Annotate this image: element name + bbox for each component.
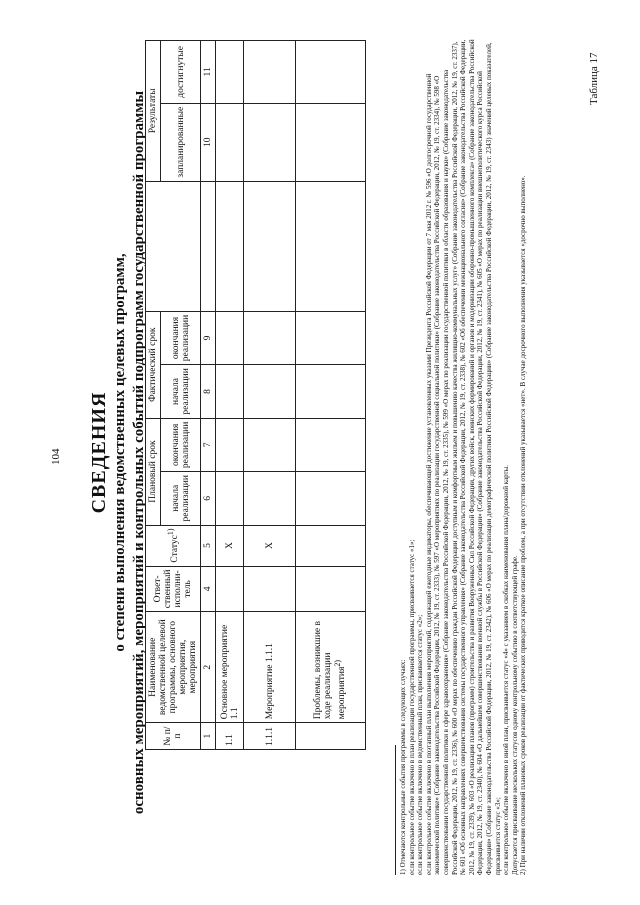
footnote-bullet: если контрольное событие включено в ведомственный план, присваивается статус «2»; xyxy=(416,614,425,875)
row-num: 1.1 xyxy=(216,723,244,750)
header-name: Наименование ведомственной целевой программы, основного мероприятия, мероприятия xyxy=(146,612,201,723)
header-actual-start: начала реализации xyxy=(161,365,201,418)
row-status xyxy=(296,525,366,566)
title-line-1: СВЕДЕНИЯ xyxy=(88,391,110,514)
col-number-blank xyxy=(201,181,216,311)
col-number: 4 xyxy=(201,566,216,612)
status-label: Статус xyxy=(170,535,181,563)
footnote-bullet: если контрольное событие включено в план реализации государственной программы, присваивается статус «1»; xyxy=(407,539,416,875)
row-name: Основное мероприятие 1.1 xyxy=(216,612,244,723)
problems-footnote-mark: 2) xyxy=(333,660,343,667)
footnote-bullet: если контрольное событие включено в поэтапный план выполнения мероприятий, содержащей ежегодные индикаторы, обеспечивающей достижение установленных указами Президента Российской Федерации от 7 мая 2012 г. № 596 «О долгосрочной государственной экономической политике» (Собрание законодательства Российской Федерации, 2012, № 19, ст. 2333), № 597 «О мероприятиях по реализации государственной социальной политики» (Собрание законодательства Российской Федерации, 2012, № 19, ст. 2334), № 598 «О совершенствовании государственной политики в сфере здравоохранения» (Собрание законодательства Российской Федерации, 2012, № 19, ст. 2335), № 599 «О мерах по реализации государственной политики в области образования и науки» (Собрание законодательства Российской Федерации, 2012, № 19, ст. 2336), № 600 «О мерах по обеспечению граждан Российской Федерации доступным и комфортным жильем и повышению качества жилищно-коммунальных услуг» (Собрание законодательства Российской Федерации, 2012, № 19, ст. 2337), № 601 «Об основных направлениях совершенствования системы государственного управления» (Собрание законодательства Российской Федерации, 2012, № 19, ст. 2338), № 602 «Об обеспечении межнационального согласия» (Собрание законодательства Российской Федерации, 2012, № 19, ст. 2339), № 603 «О реализации планов (программ) строительства и развития Вооруженных Сил Российской Федерации, других войск, воинских формирований и органов и модернизации оборонно-промышленного комплекса» (Собрание законодательства Российской Федерации, 2012, № 19, ст. 2340), № 604 «О дальнейшем совершенствовании военной службы в Российской Федерации» (Собрание законодательства Российской Федерации, 2012, № 19, ст. 2341), № 605 «О мерах по реализации внешнеполитического курса Российской Федерации» (Собрание законодательства Российской Федерации, 2012, № 19, ст. 2342), № 606 «О мерах по реализации демографической политики Российской Федерации» (Собрание законодательства Российской Федерации, 2012, № 19, ст. 2343) значений целевых показателей, присваивается статус «3»; xyxy=(424,39,502,875)
col-number: 8 xyxy=(201,365,216,418)
row-name-problems: Проблемы, возникшие в ходе реализации мероприятия$^{2)}$ xyxy=(296,612,366,723)
row-executor xyxy=(296,566,366,612)
col-number: 9 xyxy=(201,311,216,364)
row-num xyxy=(296,723,366,750)
header-actual-end: окончания реализации xyxy=(161,311,201,364)
progress-table xyxy=(145,40,366,750)
title-line-2: о степени выполнения ведомственных целевых программ, xyxy=(112,253,128,652)
document-title xyxy=(88,40,149,865)
footnotes xyxy=(395,35,528,875)
col-number: 7 xyxy=(201,418,216,471)
header-num: № п/п xyxy=(146,723,201,750)
header-planned: Плановый срок xyxy=(146,418,161,525)
column-number-row xyxy=(201,41,216,750)
table-label: Таблица 17 xyxy=(588,52,600,105)
footnote-bullet: Допускается присваивание нескольких статусов одному контрольному событию в соответствующей графе. xyxy=(510,555,519,875)
header-planned-end: окончания реализации xyxy=(161,418,201,471)
status-footnote-mark: 1) xyxy=(165,528,175,536)
title-line-3: основных мероприятий, мероприятий и контрольных событий подпрограмм государственной программы xyxy=(131,90,147,815)
footnote-bullet: если контрольное событие включено в иной план, присваивается статус «4» с указанием в скобках наименования плана/дорожной карты. xyxy=(502,464,511,875)
row-status: Х xyxy=(244,525,296,566)
row-status: Х xyxy=(216,525,244,566)
page-number: 104 xyxy=(50,448,62,465)
table-row xyxy=(296,41,366,750)
header-planned-start: начала реализации xyxy=(161,472,201,525)
table-row xyxy=(244,41,296,750)
table-row xyxy=(216,41,244,750)
footnote-1: 1) Отмечаются контрольные события программы в следующих случаях: xyxy=(399,659,407,875)
col-number: 11 xyxy=(201,41,216,104)
header-results: Результаты xyxy=(146,41,161,182)
header-executor: Ответ- ственный исполни- тель xyxy=(146,566,201,612)
col-number: 2 xyxy=(201,612,216,723)
footnote-2: 2) При наличии отклонений плановых сроков реализации от фактических приводится краткое описание проблем, а при отсутствии отклонений указывается «нет». В случае досрочного выполнения указывается «досрочно выполнено». xyxy=(519,175,528,875)
header-row-1 xyxy=(146,41,161,750)
col-number: 10 xyxy=(201,103,216,181)
header-results-achieved: достигнутые xyxy=(161,41,201,104)
col-number: 6 xyxy=(201,472,216,525)
header-results-planned: запланированные xyxy=(161,103,201,181)
header-blank xyxy=(146,181,201,311)
header-actual: Фактический срок xyxy=(146,311,161,418)
row-name: Мероприятие 1.1.1 xyxy=(244,612,296,723)
col-number: 1 xyxy=(201,723,216,750)
row-num: 1.1.1 xyxy=(244,723,296,750)
row-executor xyxy=(216,566,244,612)
row-executor xyxy=(244,566,296,612)
col-number: 5 xyxy=(201,525,216,566)
footnote-separator xyxy=(395,745,396,875)
header-status xyxy=(146,525,201,566)
